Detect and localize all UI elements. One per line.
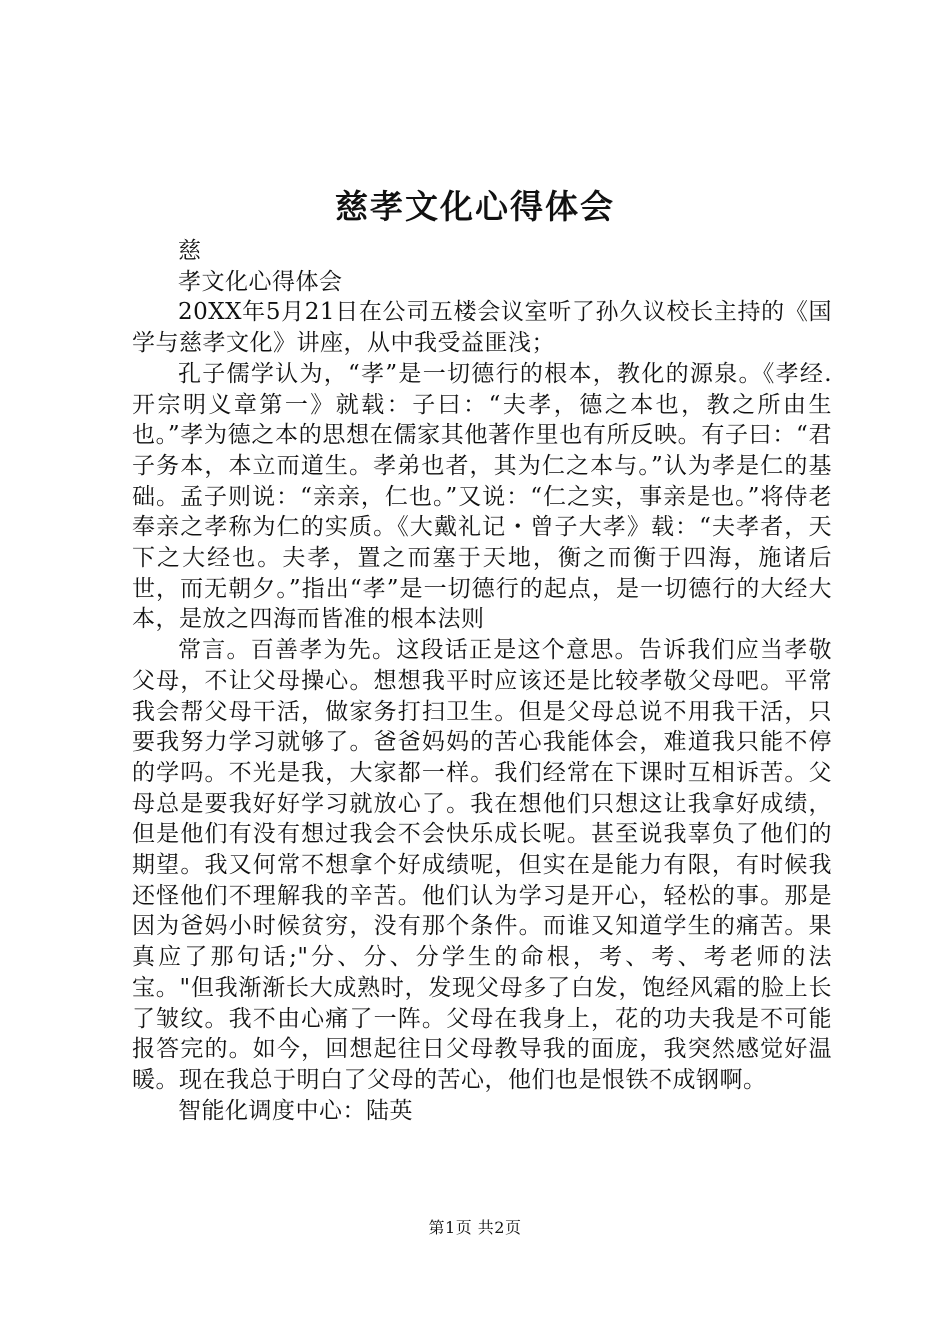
- paragraph: 孔子儒学认为，“孝”是一切德行的根本，教化的源泉。《孝经.开宗明义章第一》就载：子曰：“夫孝，德之本也，教之所由生也。”孝为德之本的思想在儒家其他著作里也有所反映。有子曰：“君子务本，本立而道生。孝弟也者，其为仁之本与。”认为孝是仁的基础。孟子则说：“亲亲，仁也。”又说：“仁之实，事亲是也。”将侍老奉亲之孝称为仁的实质。《大戴礼记・曾子大孝》载：“夫孝者，天下之大经也。夫孝，置之而塞于天地，衡之而衡于四海，施诸后世，而无朝夕。”指出“孝”是一切德行的起点，是一切德行的大经大本，是放之四海而皆准的根本法则: [132, 360, 832, 633]
- document-body: [132, 236, 832, 1126]
- paragraph: 孝文化心得体会: [178, 268, 343, 295]
- paragraph: 20XX年5月21日在公司五楼会议室听了孙久议校长主持的《国学与慈孝文化》讲座，从中我受益匪浅；: [132, 299, 832, 357]
- author-signature: 智能化调度中心：陆英: [178, 1097, 413, 1124]
- page-number-footer: 第1页 共2页: [428, 1218, 522, 1237]
- paragraph: 常言。百善孝为先。这段话正是这个意思。告诉我们应当孝敬父母，不让父母操心。想想我平时应该还是比较孝敬父母吧。平常我会帮父母干活，做家务打扫卫生。但是父母总说不用我干活，只要我努力学习就够了。爸爸妈妈的苦心我能体会，难道我只能不停的学吗。不光是我，大家都一样。我们经常在下课时互相诉苦。父母总是要我好好学习就放心了。我在想他们只想这让我拿好成绩，但是他们有没有想过我会不会快乐成长呢。甚至说我辜负了他们的期望。我又何常不想拿个好成绩呢，但实在是能力有限，有时候我还怪他们不理解我的辛苦。他们认为学习是开心，轻松的事。那是因为爸妈小时候贫穷，没有那个条件。而谁又知道学生的痛苦。果真应了那句话;"分、分、分学生的命根，考、考、考老师的法宝。"但我渐渐长大成熟时，发现父母多了白发，饱经风霜的脸上长了皱纹。我不由心痛了一阵。父母在我身上，花的功夫我是不可能报答完的。如今，回想起往日父母教导我的面庞，我突然感觉好温暖。现在我总于明白了父母的苦心，他们也是恨铁不成钢啊。: [132, 637, 832, 1093]
- document-title: 慈孝文化心得体会: [335, 187, 615, 226]
- paragraph: 慈: [178, 238, 202, 264]
